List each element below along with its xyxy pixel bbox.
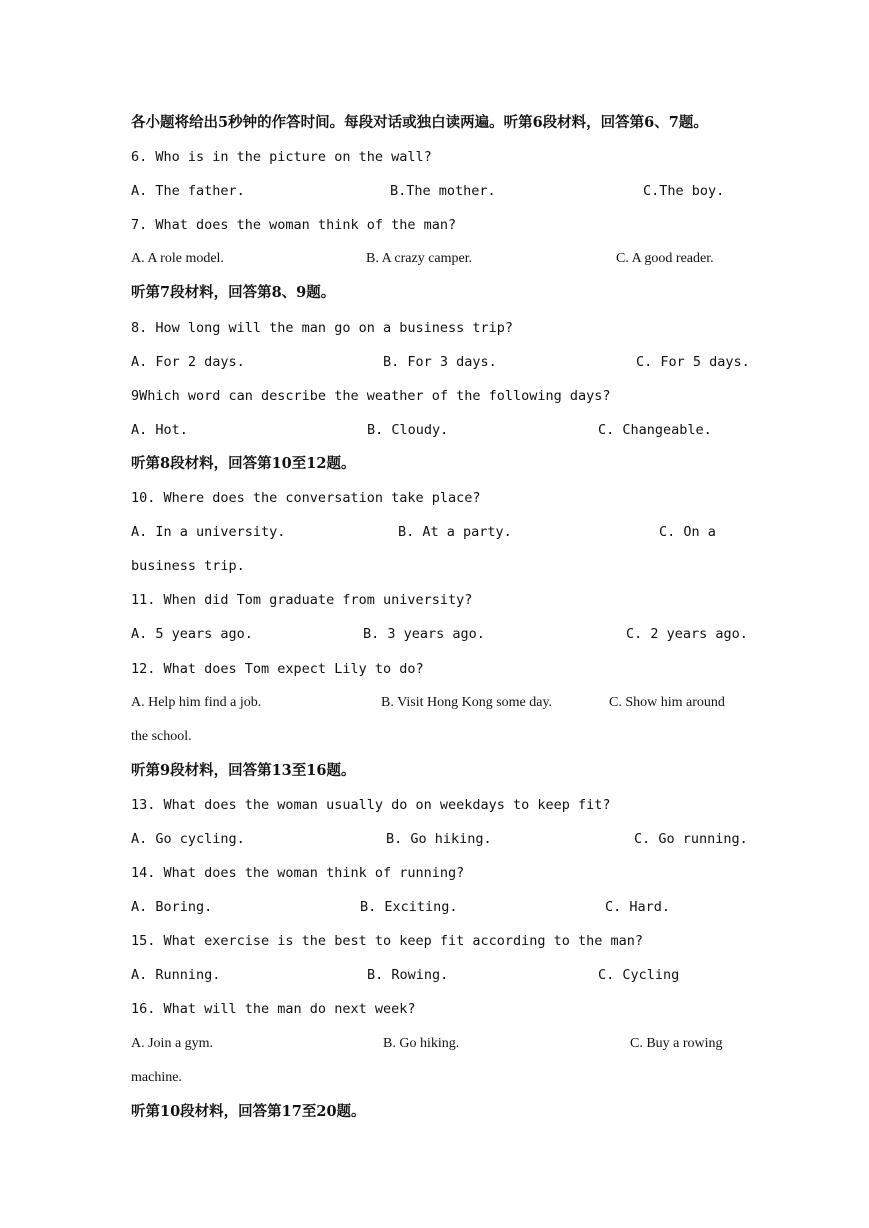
option-b: B. 3 years ago. [363,626,485,643]
option-a: A. Join a gym. [131,1035,214,1051]
part-10-heading: 听第10段材料，回答第17至20题。 [131,1102,366,1120]
question-6: 6. Who is in the picture on the wall? [131,149,432,166]
option-a: A. 5 years ago. [131,626,253,643]
options-14 [131,892,741,926]
question-16: 16. What will the man do next week? [131,1001,416,1018]
option-c: C. 2 years ago. [626,626,748,643]
question-13: 13. What does the woman usually do on weekdays to keep fit? [131,796,611,813]
option-a: A. The father. [131,183,245,200]
option-c: C. For 5 days. [636,353,750,370]
option-c: C. Go running. [634,830,748,847]
options-6 [131,176,741,210]
options-11 [131,619,748,653]
option-b: B. Go hiking. [386,830,492,847]
option-b: B. Rowing. [367,967,449,984]
question-11: 11. When did Tom graduate from university? [131,592,473,609]
options-16 [131,1029,741,1063]
options-13 [131,824,748,858]
option-c-continuation: machine. [131,1069,182,1085]
option-b: B. Visit Hong Kong some day. [381,694,553,710]
option-b: B.The mother. [390,183,496,200]
question-12: 12. What does Tom expect Lily to do? [131,660,424,677]
section-intro: 各小题将给出5秒钟的作答时间。每段对话或独白读两遍。听第6段材料，回答第6、7题。 [131,114,708,131]
option-a: A. In a university. [131,524,286,541]
option-a: A. A role model. [131,251,224,267]
option-a: A. Go cycling. [131,830,245,847]
option-b: B. Go hiking. [383,1035,460,1051]
options-8 [131,347,750,381]
option-c: C. On a [659,524,716,541]
option-c: C. Cycling [598,967,680,984]
options-9 [131,415,741,449]
question-8: 8. How long will the man go on a business trip? [131,319,514,336]
options-10 [131,517,741,551]
part-8-heading: 听第8段材料，回答第10至12题。 [131,454,356,472]
options-15 [131,960,741,994]
option-a: A. Running. [131,967,221,984]
option-a: A. For 2 days. [131,353,245,370]
question-14: 14. What does the woman think of running? [131,865,465,882]
part-7-heading: 听第7段材料，回答第8、9题。 [131,284,336,302]
option-c-continuation: business trip. [131,558,245,575]
options-7 [131,244,741,278]
question-10: 10. Where does the conversation take place? [131,490,481,507]
option-a: A. Boring. [131,899,213,916]
option-c: C. Hard. [605,899,671,916]
option-c: C.The boy. [643,183,725,200]
option-b: B. At a party. [398,524,512,541]
option-c: C. Buy a rowing [630,1035,723,1051]
question-7: 7. What does the woman think of the man? [131,217,457,234]
option-c-continuation: the school. [131,728,192,744]
option-a: A. Hot. [131,421,188,438]
exam-page [131,108,750,1131]
option-c: C. Changeable. [598,421,712,438]
option-c: C. A good reader. [616,251,714,267]
option-c: C. Show him around [609,694,725,710]
option-b: B. Exciting. [360,899,458,916]
option-b: B. For 3 days. [383,353,497,370]
question-9: 9Which word can describe the weather of the following days? [131,387,611,404]
option-b: B. A crazy camper. [366,251,473,267]
part-9-heading: 听第9段材料，回答第13至16题。 [131,761,356,779]
question-15: 15. What exercise is the best to keep fit according to the man? [131,933,644,950]
option-a: A. Help him find a job. [131,694,262,710]
option-b: B. Cloudy. [367,421,449,438]
options-12 [131,688,741,722]
